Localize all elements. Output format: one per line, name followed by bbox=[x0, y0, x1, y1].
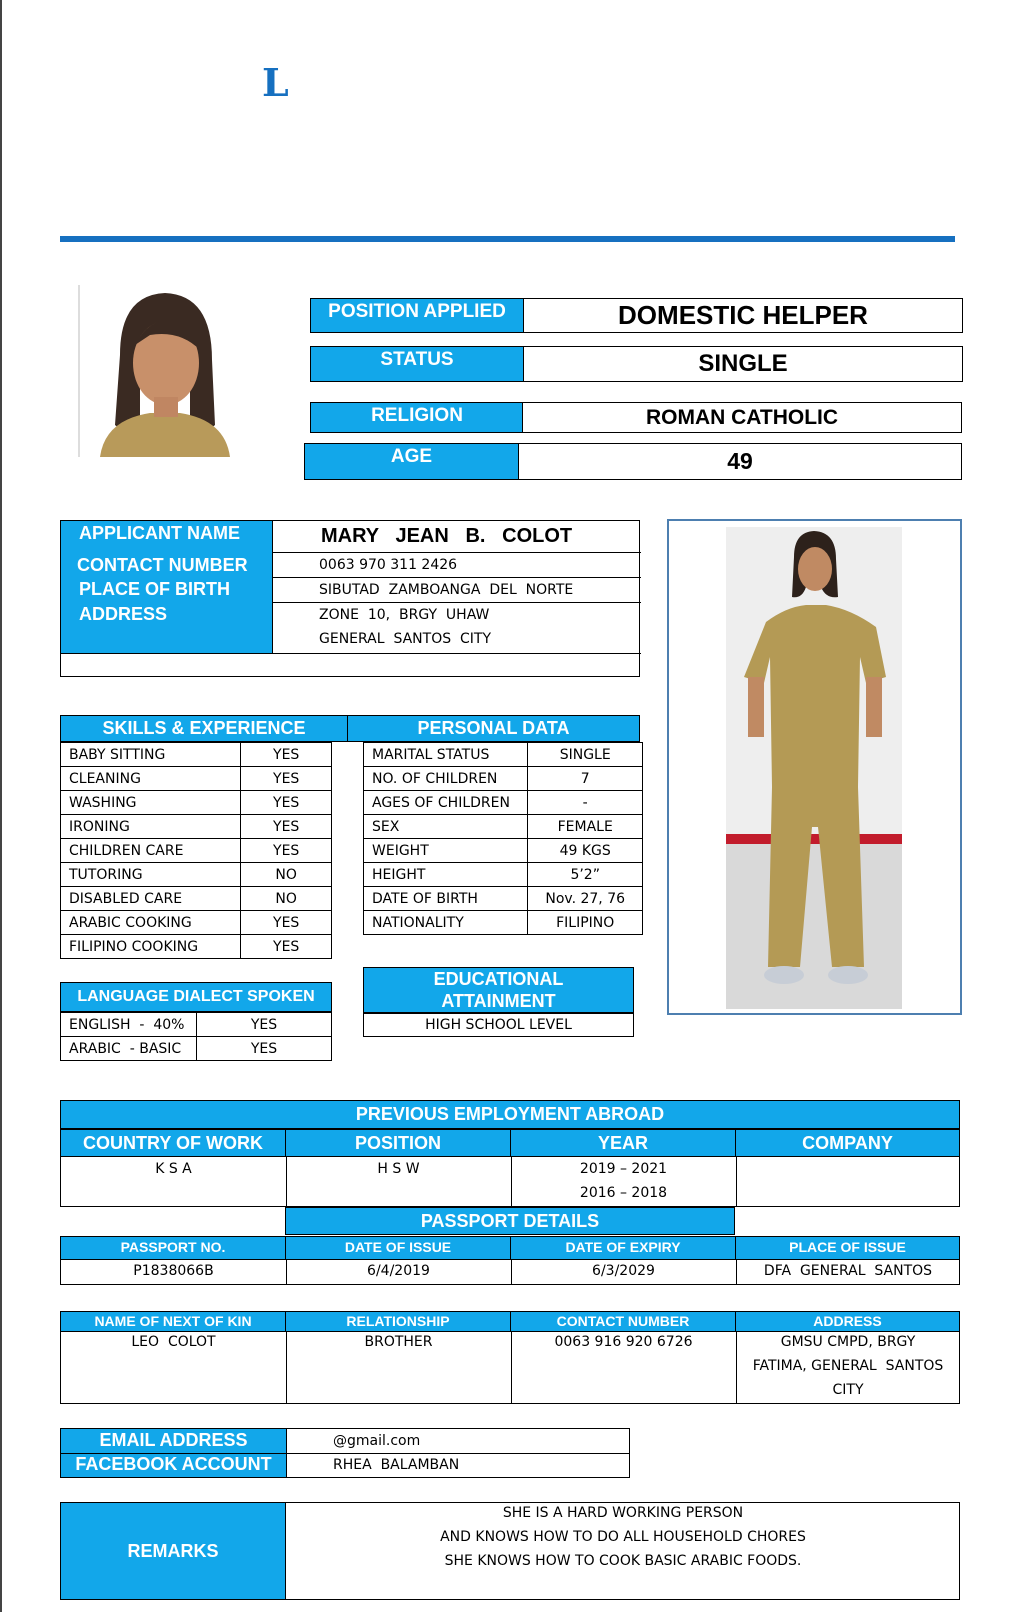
address-label: ADDRESS bbox=[79, 604, 168, 624]
remarks-line-2: AND KNOWS HOW TO DO ALL HOUSEHOLD CHORES bbox=[440, 1529, 806, 1545]
row-divider bbox=[272, 602, 641, 603]
kin-address-line-2: FATIMA, GENERAL SANTOS bbox=[752, 1358, 944, 1374]
passport-issue-date: 6/4/2019 bbox=[367, 1263, 430, 1279]
table-row bbox=[364, 911, 643, 935]
personal-value: 5’2” bbox=[528, 863, 643, 887]
employment-col-country: COUNTRY OF WORK bbox=[61, 1130, 286, 1156]
skill-value: YES bbox=[241, 911, 332, 935]
employment-year-2: 2016 – 2018 bbox=[579, 1185, 668, 1201]
personal-label: NATIONALITY bbox=[364, 911, 528, 935]
skill-name: IRONING bbox=[61, 815, 241, 839]
skills-header: SKILLS & EXPERIENCE bbox=[60, 715, 348, 742]
skill-name: WASHING bbox=[61, 791, 241, 815]
education-value: HIGH SCHOOL LEVEL bbox=[363, 1013, 634, 1037]
row-divider bbox=[272, 552, 641, 553]
table-row bbox=[364, 791, 643, 815]
page-left-border bbox=[0, 0, 2, 1612]
status-label: STATUS bbox=[310, 346, 524, 382]
personal-value: - bbox=[528, 791, 643, 815]
personal-label: NO. OF CHILDREN bbox=[364, 767, 528, 791]
skill-name: ARABIC COOKING bbox=[61, 911, 241, 935]
table-row bbox=[364, 767, 643, 791]
skill-value: YES bbox=[241, 815, 332, 839]
skill-value: YES bbox=[241, 743, 332, 767]
email-value: @gmail.com bbox=[333, 1433, 421, 1449]
passport-column-headers bbox=[60, 1236, 960, 1260]
personal-label: AGES OF CHILDREN bbox=[364, 791, 528, 815]
skill-value: YES bbox=[241, 767, 332, 791]
skill-name: TUTORING bbox=[61, 863, 241, 887]
employment-header: PREVIOUS EMPLOYMENT ABROAD bbox=[60, 1100, 960, 1129]
skill-name: CLEANING bbox=[61, 767, 241, 791]
contact-info-table bbox=[60, 1428, 630, 1478]
passport-col-place: PLACE OF ISSUE bbox=[789, 1239, 906, 1255]
header-rule bbox=[60, 236, 955, 242]
kin-contact: 0063 916 920 6726 bbox=[554, 1334, 693, 1350]
passport-col-issue: DATE OF ISSUE bbox=[286, 1237, 511, 1259]
passport-expiry-date: 6/3/2029 bbox=[592, 1263, 655, 1279]
skill-value: YES bbox=[241, 839, 332, 863]
column-divider bbox=[272, 521, 273, 653]
age-value: 49 bbox=[518, 443, 962, 480]
language-table bbox=[60, 1012, 332, 1061]
table-row bbox=[61, 839, 332, 863]
address-line-2: GENERAL SANTOS CITY bbox=[319, 631, 492, 647]
table-row bbox=[364, 839, 643, 863]
table-row bbox=[61, 767, 332, 791]
kin-col-relationship: RELATIONSHIP bbox=[286, 1312, 511, 1331]
kin-col-name: NAME OF NEXT OF KIN bbox=[61, 1312, 286, 1331]
education-header-line-1: EDUCATIONAL bbox=[433, 969, 564, 989]
personal-data-header: PERSONAL DATA bbox=[347, 715, 640, 742]
applicant-info-table bbox=[60, 520, 640, 677]
remarks-label: REMARKS bbox=[61, 1503, 286, 1599]
skill-name: BABY SITTING bbox=[61, 743, 241, 767]
remarks-line-1: SHE IS A HARD WORKING PERSON bbox=[502, 1505, 744, 1521]
employment-col-year: YEAR bbox=[511, 1130, 736, 1156]
position-applied-value: DOMESTIC HELPER bbox=[523, 298, 963, 333]
employment-col-position: POSITION bbox=[286, 1130, 511, 1156]
place-of-birth-value: SIBUTAD ZAMBOANGA DEL NORTE bbox=[319, 582, 574, 598]
kin-column-headers bbox=[60, 1311, 960, 1332]
personal-value: FILIPINO bbox=[528, 911, 643, 935]
language-value: YES bbox=[196, 1037, 331, 1061]
skill-name: FILIPINO COOKING bbox=[61, 935, 241, 959]
full-body-photo bbox=[667, 519, 962, 1015]
table-row bbox=[61, 887, 332, 911]
employment-position: H S W bbox=[377, 1161, 420, 1177]
language-header: LANGUAGE DIALECT SPOKEN bbox=[60, 982, 332, 1012]
table-row bbox=[61, 911, 332, 935]
skill-value: YES bbox=[241, 935, 332, 959]
email-label: EMAIL ADDRESS bbox=[99, 1430, 248, 1450]
personal-value: Nov. 27, 76 bbox=[528, 887, 643, 911]
age-label: AGE bbox=[304, 443, 519, 480]
kin-row bbox=[60, 1332, 960, 1404]
personal-value: FEMALE bbox=[528, 815, 643, 839]
personal-label: WEIGHT bbox=[364, 839, 528, 863]
passport-row bbox=[60, 1260, 960, 1285]
remarks-box bbox=[60, 1502, 960, 1600]
education-header bbox=[363, 967, 634, 1013]
kin-address-line-3: CITY bbox=[832, 1382, 864, 1398]
kin-col-address: ADDRESS bbox=[813, 1313, 882, 1329]
passport-place: DFA GENERAL SANTOS bbox=[763, 1263, 933, 1279]
skill-name: CHILDREN CARE bbox=[61, 839, 241, 863]
personal-label: DATE OF BIRTH bbox=[364, 887, 528, 911]
skill-value: NO bbox=[241, 887, 332, 911]
table-row bbox=[364, 887, 643, 911]
contact-number-value: 0063 970 311 2426 bbox=[319, 557, 458, 573]
kin-address-line-1: GMSU CMPD, BRGY bbox=[780, 1334, 916, 1350]
employment-year-1: 2019 – 2021 bbox=[579, 1161, 668, 1177]
language-name: ARABIC - BASIC bbox=[61, 1037, 197, 1061]
kin-name: LEO COLOT bbox=[131, 1334, 216, 1350]
table-row bbox=[61, 1037, 332, 1061]
contact-number-label: CONTACT NUMBER bbox=[77, 555, 248, 575]
employment-row bbox=[60, 1157, 960, 1207]
applicant-name-label: APPLICANT NAME bbox=[79, 523, 240, 543]
personal-label: SEX bbox=[364, 815, 528, 839]
personal-value: SINGLE bbox=[528, 743, 643, 767]
remarks-line-3: SHE KNOWS HOW TO COOK BASIC ARABIC FOODS. bbox=[444, 1553, 802, 1569]
passport-number: P1838066B bbox=[133, 1263, 214, 1279]
kin-col-contact: CONTACT NUMBER bbox=[511, 1312, 736, 1331]
table-row bbox=[61, 791, 332, 815]
personal-label: MARITAL STATUS bbox=[364, 743, 528, 767]
status-value: SINGLE bbox=[523, 346, 963, 382]
position-applied-label: POSITION APPLIED bbox=[310, 298, 524, 333]
passport-header: PASSPORT DETAILS bbox=[285, 1207, 735, 1235]
skill-value: YES bbox=[241, 791, 332, 815]
passport-col-expiry: DATE OF EXPIRY bbox=[511, 1237, 736, 1259]
address-line-1: ZONE 10, BRGY UHAW bbox=[319, 607, 490, 623]
table-row bbox=[61, 1013, 332, 1037]
table-row bbox=[364, 863, 643, 887]
personal-value: 7 bbox=[528, 767, 643, 791]
place-of-birth-label: PLACE OF BIRTH bbox=[79, 579, 230, 599]
employment-column-headers bbox=[60, 1129, 960, 1157]
language-name: ENGLISH - 40% bbox=[61, 1013, 197, 1037]
passport-col-number: PASSPORT NO. bbox=[61, 1237, 286, 1259]
employment-country: K S A bbox=[155, 1161, 192, 1177]
headshot-photo bbox=[78, 285, 248, 457]
table-row bbox=[364, 743, 643, 767]
employment-col-company: COMPANY bbox=[802, 1133, 893, 1153]
personal-value: 49 KGS bbox=[528, 839, 643, 863]
column-divider bbox=[736, 1157, 737, 1206]
row-divider bbox=[272, 577, 641, 578]
table-row bbox=[61, 815, 332, 839]
row-divider bbox=[61, 653, 641, 654]
religion-label: RELIGION bbox=[310, 402, 524, 433]
skill-name: DISABLED CARE bbox=[61, 887, 241, 911]
kin-relationship: BROTHER bbox=[364, 1334, 433, 1350]
skills-table bbox=[60, 742, 332, 959]
table-row bbox=[61, 935, 332, 959]
education-header-line-2: ATTAINMENT bbox=[441, 991, 556, 1011]
applicant-name-value: MARY JEAN B. COLOT bbox=[321, 525, 573, 547]
facebook-label: FACEBOOK ACCOUNT bbox=[75, 1454, 272, 1474]
religion-value: ROMAN CATHOLIC bbox=[522, 402, 962, 433]
table-row bbox=[364, 815, 643, 839]
language-value: YES bbox=[196, 1013, 331, 1037]
table-row bbox=[61, 743, 332, 767]
personal-label: HEIGHT bbox=[364, 863, 528, 887]
table-row bbox=[61, 863, 332, 887]
skill-value: NO bbox=[241, 863, 332, 887]
agency-logo: L bbox=[262, 60, 289, 105]
personal-data-table bbox=[363, 742, 643, 935]
facebook-value: RHEA BALAMBAN bbox=[333, 1457, 460, 1473]
